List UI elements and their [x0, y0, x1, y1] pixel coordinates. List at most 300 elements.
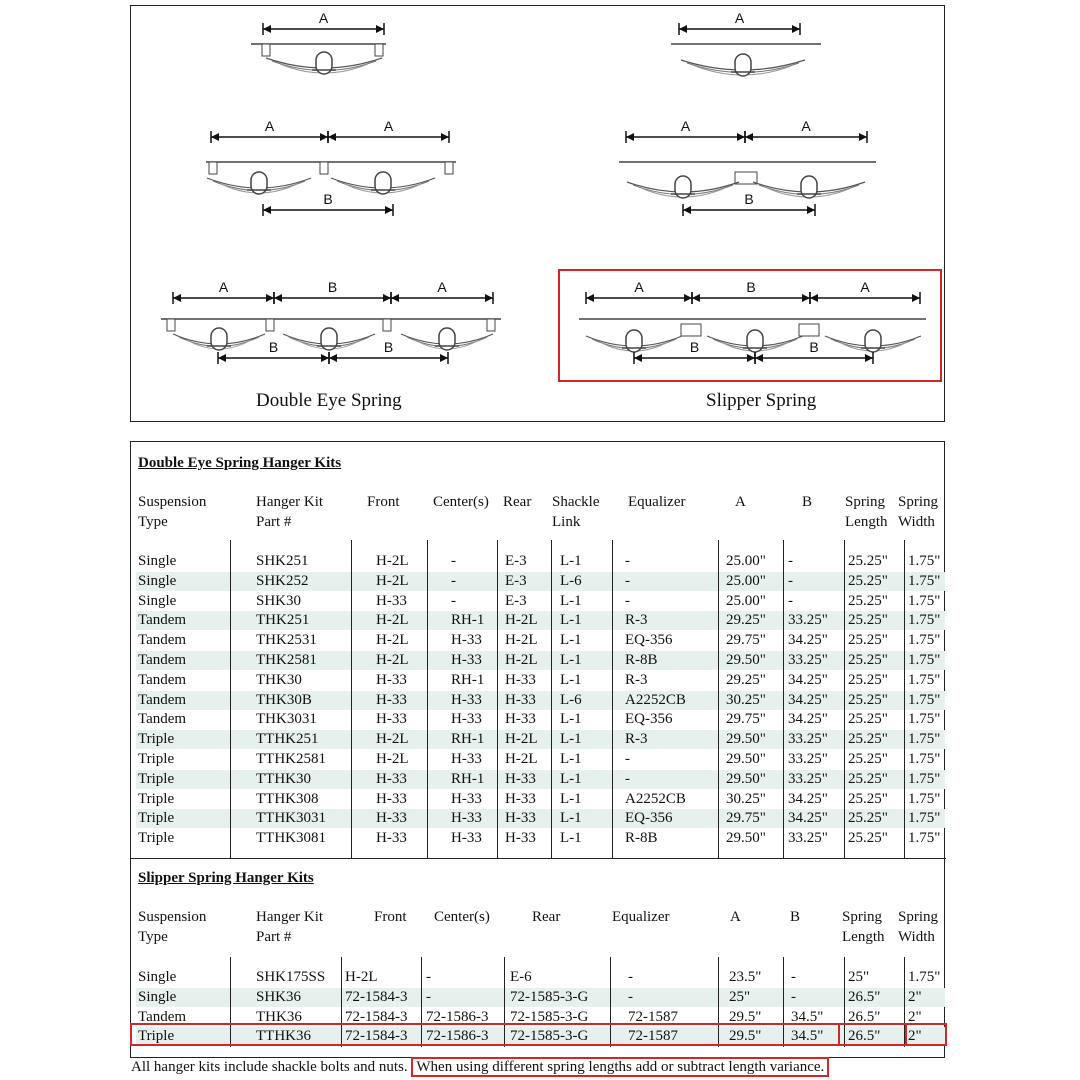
slipper-cell: 72-1587: [628, 1008, 678, 1025]
double-eye-cell: -: [451, 592, 456, 609]
slipper-cell: 1.75": [908, 969, 941, 985]
slipper-cell: 72-1585-3-G: [510, 1008, 589, 1025]
double-eye-cell: H-2L: [376, 572, 409, 589]
double-eye-cell: -: [625, 553, 630, 569]
slipper-cell: 72-1586-3: [426, 1008, 489, 1025]
slipper-cell: -: [791, 969, 796, 985]
double-eye-cell: 25.25": [848, 572, 888, 589]
double-eye-cell: H-33: [376, 592, 407, 609]
double-eye-header-8: B: [802, 494, 813, 510]
slipper-cell: 29.5": [729, 1008, 762, 1025]
double-eye-header-0: Suspension Type: [138, 494, 207, 530]
slipper-cell: SHK36: [256, 988, 302, 1005]
double-eye-cell: THK3031: [256, 711, 317, 728]
double-eye-cell: -: [625, 751, 630, 767]
slipper-cell: 72-1587: [628, 1028, 678, 1045]
slipper-header-9: Spring Width: [898, 909, 939, 945]
double-eye-cell: 1.75": [908, 711, 941, 728]
double-eye-cell: 25.25": [848, 612, 888, 629]
slipper-cell: Triple: [138, 1028, 175, 1045]
double-eye-cell: H-33: [451, 810, 482, 827]
double-eye-row: [136, 691, 945, 710]
double-eye-cell: 29.50": [726, 830, 766, 847]
de-single-a-arrow-right: [376, 25, 384, 33]
slipper-cell: THK36: [256, 1008, 302, 1025]
double-eye-cell: SHK30: [256, 592, 302, 609]
double-eye-cell: L-1: [560, 751, 582, 767]
double-eye-row: [136, 750, 945, 769]
de-tandem-rear-hanger: [445, 162, 453, 174]
sl-tandem-a1-arrow-right: [737, 133, 745, 141]
double-eye-cell: -: [625, 770, 630, 787]
double-eye-cell: 25.25": [848, 592, 888, 609]
double-eye-cell: L-1: [560, 553, 582, 569]
double-eye-cell: L-1: [560, 790, 582, 807]
de-triple-rear-hanger: [487, 319, 495, 331]
sl-triple-b3-label: B: [809, 339, 819, 355]
footer-note-text: All hanger kits include shackle bolts and nuts.: [131, 1059, 408, 1075]
double-eye-cell: 25.00": [726, 572, 766, 589]
de-triple-front-hanger: [167, 319, 175, 331]
double-eye-cell: L-6: [560, 572, 582, 589]
de-triple-b3-arrow-left: [329, 354, 337, 362]
de-triple-b3-arrow-right: [440, 354, 448, 362]
double-eye-cell: 25.00": [726, 592, 766, 609]
double-eye-cell: H-33: [451, 751, 482, 767]
double-eye-cell: -: [788, 553, 793, 569]
de-triple-a1-arrow-left: [173, 294, 181, 302]
double-eye-cell: H-33: [376, 770, 407, 787]
double-eye-cell: 1.75": [908, 553, 941, 569]
double-eye-cell: H-33: [451, 691, 482, 708]
slipper-cell: 26.5": [848, 1008, 881, 1025]
de-tandem-b-arrow-right: [385, 206, 393, 214]
double-eye-cell: L-1: [560, 612, 582, 629]
double-eye-cell: 34.25": [788, 632, 828, 649]
double-eye-cell: H-2L: [505, 632, 538, 649]
double-eye-row: [136, 572, 945, 591]
double-eye-cell: H-2L: [376, 652, 409, 668]
double-eye-cell: SHK252: [256, 572, 309, 589]
double-eye-cell: E-3: [505, 553, 527, 569]
de-single-a-label: A: [318, 10, 329, 26]
double-eye-cell: 1.75": [908, 790, 941, 807]
slipper-header-6: A: [730, 909, 741, 925]
double-eye-cell: Tandem: [138, 691, 187, 708]
double-eye-divider-8: [844, 540, 845, 858]
double-eye-cell: 1.75": [908, 830, 941, 847]
slipper-cell: SHK175SS: [256, 969, 326, 985]
de-triple-c1-hanger: [266, 319, 274, 331]
slipper-cell: 34.5": [791, 1028, 824, 1045]
slipper-cell: E-6: [510, 969, 532, 985]
double-eye-cell: RH-1: [451, 612, 485, 629]
slipper-cell: 29.5": [729, 1028, 762, 1045]
de-tandem-a2-arrow-right: [441, 133, 449, 141]
double-eye-header-1: Hanger Kit Part #: [256, 494, 324, 530]
double-eye-cell: 33.25": [788, 731, 828, 748]
double-eye-cell: 1.75": [908, 592, 941, 609]
de-triple-a1-arrow-right: [266, 294, 274, 302]
double-eye-cell: 33.25": [788, 612, 828, 629]
footer-highlighted-note: When using different spring lengths add or subtract length variance.: [411, 1057, 829, 1077]
double-eye-row: [136, 770, 945, 789]
de-tandem-a1-label: A: [264, 118, 275, 134]
sl-tandem-b-arrow-right: [807, 206, 815, 214]
double-eye-cell: 25.25": [848, 553, 888, 569]
slipper-cell: -: [426, 988, 431, 1005]
double-eye-row: [136, 809, 945, 828]
double-eye-cell: H-33: [505, 671, 536, 688]
double-eye-cell: 29.50": [726, 652, 766, 668]
double-eye-row: [136, 730, 945, 749]
double-eye-cell: L-1: [560, 652, 582, 668]
double-eye-cell: 25.25": [848, 691, 888, 708]
slipper-cell: 72-1586-3: [426, 1028, 489, 1045]
slipper-cell: 26.5": [848, 1028, 881, 1045]
double-eye-cell: H-33: [451, 790, 482, 807]
double-eye-cell: RH-1: [451, 671, 485, 688]
slipper-header-1: Hanger Kit Part #: [256, 909, 324, 945]
slipper-cell: -: [628, 988, 633, 1005]
double-eye-cell: H-33: [376, 790, 407, 807]
double-eye-row: [136, 671, 945, 690]
double-eye-cell: 25.25": [848, 830, 888, 847]
sl-single-a-label: A: [734, 10, 745, 26]
double-eye-cell: R-3: [625, 612, 648, 629]
slipper-cell: 25": [729, 988, 751, 1005]
double-eye-cell: 1.75": [908, 572, 941, 589]
double-eye-cell: RH-1: [451, 731, 485, 748]
double-eye-caption: Double Eye Spring: [256, 390, 402, 411]
double-eye-cell: Tandem: [138, 652, 187, 668]
double-eye-cell: L-6: [560, 691, 582, 708]
sl-tandem-a1-arrow-left: [626, 133, 634, 141]
slipper-header-2: Front: [374, 909, 407, 925]
double-eye-cell: H-33: [451, 652, 482, 668]
slipper-cell: 2": [908, 988, 922, 1005]
double-eye-section-title: Double Eye Spring Hanger Kits: [138, 455, 342, 471]
de-triple-a2-arrow-right: [485, 294, 493, 302]
slipper-cell: 25": [848, 969, 870, 985]
double-eye-cell: 33.25": [788, 770, 828, 787]
double-eye-cell: 29.75": [726, 810, 766, 827]
de-tandem-b-arrow-left: [263, 206, 271, 214]
double-eye-cell: 29.50": [726, 770, 766, 787]
double-eye-cell: H-33: [505, 790, 536, 807]
double-eye-cell: 34.25": [788, 691, 828, 708]
de-triple-b2-label: B: [268, 339, 279, 355]
double-eye-cell: H-33: [505, 711, 536, 728]
slipper-cell: 72-1585-3-G: [510, 988, 589, 1005]
double-eye-row: [136, 790, 945, 809]
double-eye-cell: 1.75": [908, 612, 941, 629]
double-eye-cell: 25.25": [848, 790, 888, 807]
double-eye-divider-3: [497, 540, 498, 858]
sl-single-a-arrow-right: [792, 25, 800, 33]
double-eye-cell: 25.25": [848, 632, 888, 649]
slipper-cell: -: [426, 969, 431, 985]
slipper-cell: -: [791, 988, 796, 1005]
double-eye-cell: A2252CB: [625, 691, 686, 708]
slipper-triple-highlight: [558, 269, 942, 382]
de-triple-b2-arrow-left: [218, 354, 226, 362]
sl-tandem-b-arrow-left: [683, 206, 691, 214]
slipper-cell: Tandem: [138, 1008, 187, 1025]
double-eye-cell: R-3: [625, 731, 648, 748]
double-eye-cell: 30.25": [726, 790, 766, 807]
sl-tandem-a2-label: A: [801, 118, 811, 134]
slipper-header-3: Center(s): [434, 909, 490, 925]
double-eye-cell: L-1: [560, 711, 582, 728]
double-eye-cell: H-2L: [376, 612, 409, 629]
slipper-row: [136, 988, 945, 1007]
sl-triple-b1-label: B: [746, 279, 756, 295]
double-eye-cell: RH-1: [451, 770, 485, 787]
double-eye-cell: H-33: [376, 711, 407, 728]
double-eye-cell: Single: [138, 553, 177, 569]
double-eye-cell: 29.25": [726, 671, 766, 688]
double-eye-cell: H-33: [505, 810, 536, 827]
double-eye-cell: H-2L: [505, 751, 538, 767]
de-triple-a1-label: A: [218, 279, 229, 295]
double-eye-cell: H-33: [376, 691, 407, 708]
double-eye-cell: 30.25": [726, 691, 766, 708]
triple-row-highlight: [130, 1023, 947, 1046]
de-tandem-a2-arrow-left: [328, 133, 336, 141]
slipper-cell: Single: [138, 969, 177, 985]
double-eye-header-9: Spring Length: [845, 494, 888, 530]
sl-triple-a2-label: A: [860, 279, 870, 295]
double-eye-cell: H-33: [451, 711, 482, 728]
sl-tandem-b-label: B: [744, 191, 754, 207]
double-eye-cell: TTHK30: [256, 770, 311, 787]
slipper-cell: 72-1584-3: [345, 1028, 408, 1045]
double-eye-cell: THK2531: [256, 632, 317, 649]
double-eye-cell: A2252CB: [625, 790, 686, 807]
double-eye-row: [136, 651, 945, 670]
double-eye-row: [136, 631, 945, 650]
sl-single-a-arrow-left: [679, 25, 687, 33]
double-eye-divider-7: [783, 540, 784, 858]
double-eye-cell: H-2L: [505, 731, 538, 748]
double-eye-cell: 1.75": [908, 632, 941, 649]
double-eye-cell: TTHK2581: [256, 751, 326, 767]
double-eye-row: [136, 829, 945, 848]
double-eye-header-5: Shackle Link: [552, 494, 600, 530]
double-eye-cell: THK30B: [256, 691, 312, 708]
double-eye-cell: H-2L: [376, 731, 409, 748]
double-eye-cell: EQ-356: [625, 632, 673, 649]
slipper-cell: H-2L: [345, 969, 378, 985]
double-eye-cell: 1.75": [908, 770, 941, 787]
double-eye-cell: H-33: [376, 671, 407, 688]
slipper-header-0: Suspension Type: [138, 909, 207, 945]
double-eye-cell: 29.50": [726, 731, 766, 748]
de-triple-b1-label: B: [327, 279, 338, 295]
double-eye-cell: H-2L: [505, 652, 538, 668]
double-eye-cell: -: [451, 553, 456, 569]
double-eye-cell: L-1: [560, 671, 582, 688]
double-eye-cell: EQ-356: [625, 810, 673, 827]
de-tandem-b-label: B: [323, 191, 333, 207]
slipper-cell: 34.5": [791, 1008, 824, 1025]
double-eye-cell: E-3: [505, 592, 527, 609]
slipper-header-7: B: [790, 909, 801, 925]
double-eye-header-10: Spring Width: [898, 494, 939, 530]
section-divider: [131, 858, 946, 859]
slipper-cell: -: [628, 969, 633, 985]
de-tandem-front-hanger: [209, 162, 217, 174]
double-eye-cell: 25.25": [848, 731, 888, 748]
double-eye-cell: EQ-356: [625, 711, 673, 728]
de-triple-b2-arrow-right: [321, 354, 329, 362]
double-eye-cell: L-1: [560, 731, 582, 748]
double-eye-cell: 25.25": [848, 810, 888, 827]
double-eye-cell: H-33: [505, 830, 536, 847]
double-eye-cell: -: [788, 592, 793, 609]
double-eye-cell: R-3: [625, 671, 648, 688]
double-eye-header-6: Equalizer: [628, 494, 686, 510]
double-eye-cell: 29.50": [726, 751, 766, 767]
double-eye-cell: L-1: [560, 810, 582, 827]
slipper-cell: 2": [908, 1028, 922, 1045]
double-eye-cell: 29.25": [726, 612, 766, 629]
double-eye-cell: SHK251: [256, 553, 309, 569]
double-eye-cell: -: [625, 592, 630, 609]
double-eye-cell: TTHK308: [256, 790, 319, 807]
double-eye-cell: TTHK3081: [256, 830, 326, 847]
hanger-kits-table: [130, 441, 945, 1058]
double-eye-row: [136, 611, 945, 630]
double-eye-cell: 25.25": [848, 751, 888, 767]
double-eye-cell: Tandem: [138, 632, 187, 649]
double-eye-cell: 33.25": [788, 652, 828, 668]
de-triple-a2-arrow-left: [391, 294, 399, 302]
double-eye-cell: Single: [138, 592, 177, 609]
double-eye-cell: Triple: [138, 810, 175, 827]
double-eye-cell: 25.25": [848, 671, 888, 688]
double-eye-cell: 1.75": [908, 652, 941, 668]
slipper-cell: 72-1584-3: [345, 1008, 408, 1025]
double-eye-cell: -: [788, 572, 793, 589]
double-eye-divider-6: [718, 540, 719, 858]
double-eye-cell: TTHK3031: [256, 810, 326, 827]
double-eye-divider-1: [351, 540, 352, 858]
double-eye-cell: Triple: [138, 830, 175, 847]
double-eye-divider-0: [230, 540, 231, 858]
slipper-row: [136, 968, 945, 987]
double-eye-cell: H-33: [505, 770, 536, 787]
double-eye-cell: H-33: [505, 691, 536, 708]
double-eye-header-3: Center(s): [433, 494, 489, 510]
double-eye-cell: 34.25": [788, 711, 828, 728]
double-eye-cell: 1.75": [908, 691, 941, 708]
double-eye-cell: R-8B: [625, 830, 658, 847]
double-eye-cell: 33.25": [788, 751, 828, 767]
double-eye-row: [136, 710, 945, 729]
sl-triple-a1-label: A: [634, 279, 644, 295]
double-eye-cell: 34.25": [788, 790, 828, 807]
double-eye-cell: L-1: [560, 632, 582, 649]
double-eye-header-4: Rear: [503, 494, 532, 510]
spring-diagram-panel: [130, 5, 945, 422]
de-tandem-a1-arrow-left: [211, 133, 219, 141]
sl-triple-b2-label: B: [689, 339, 700, 355]
double-eye-cell: R-8B: [625, 652, 658, 668]
double-eye-cell: H-2L: [505, 612, 538, 629]
double-eye-cell: 1.75": [908, 671, 941, 688]
double-eye-divider-5: [612, 540, 613, 858]
de-single-front-hanger: [262, 44, 270, 56]
double-eye-header-2: Front: [367, 494, 400, 510]
double-eye-cell: H-33: [451, 830, 482, 847]
double-eye-cell: Tandem: [138, 612, 187, 629]
double-eye-cell: H-2L: [376, 553, 409, 569]
de-tandem-center-hanger: [320, 162, 328, 174]
de-single-a-arrow-left: [263, 25, 271, 33]
double-eye-cell: H-2L: [376, 751, 409, 767]
double-eye-cell: L-1: [560, 770, 582, 787]
spring-length-cell-highlight: [838, 1023, 907, 1046]
double-eye-cell: E-3: [505, 572, 527, 589]
de-triple-c2-hanger: [383, 319, 391, 331]
double-eye-cell: -: [451, 572, 456, 589]
double-eye-cell: 34.25": [788, 671, 828, 688]
sl-tandem-a2-arrow-left: [745, 133, 753, 141]
double-eye-cell: L-1: [560, 592, 582, 609]
double-eye-cell: TTHK251: [256, 731, 319, 748]
double-eye-row: [136, 552, 945, 571]
double-eye-cell: Single: [138, 572, 177, 589]
slipper-cell: 72-1584-3: [345, 988, 408, 1005]
double-eye-cell: 25.00": [726, 553, 766, 569]
double-eye-cell: 29.75": [726, 632, 766, 649]
double-eye-header-7: A: [735, 494, 746, 510]
slipper-cell: 2": [908, 1008, 922, 1025]
double-eye-cell: 1.75": [908, 810, 941, 827]
slipper-section-title: Slipper Spring Hanger Kits: [138, 870, 314, 886]
de-single-rear-hanger: [375, 44, 383, 56]
double-eye-cell: 34.25": [788, 810, 828, 827]
double-eye-cell: 33.25": [788, 830, 828, 847]
double-eye-cell: Triple: [138, 770, 175, 787]
double-eye-cell: 29.75": [726, 711, 766, 728]
slipper-cell: 26.5": [848, 988, 881, 1005]
sl-tandem-a1-label: A: [680, 118, 691, 134]
de-tandem-a2-label: A: [383, 118, 394, 134]
double-eye-row: [136, 592, 945, 611]
double-eye-cell: H-33: [376, 810, 407, 827]
double-eye-cell: Triple: [138, 731, 175, 748]
double-eye-cell: H-33: [451, 632, 482, 649]
slipper-header-4: Rear: [532, 909, 561, 925]
double-eye-cell: H-2L: [376, 632, 409, 649]
slipper-cell: 23.5": [729, 969, 762, 985]
slipper-cell: 72-1585-3-G: [510, 1028, 589, 1045]
double-eye-divider-9: [904, 540, 905, 858]
double-eye-cell: 1.75": [908, 751, 941, 767]
de-tandem-a1-arrow-right: [320, 133, 328, 141]
double-eye-cell: Triple: [138, 751, 175, 767]
double-eye-divider-2: [427, 540, 428, 858]
double-eye-cell: THK30: [256, 671, 302, 688]
double-eye-cell: 25.25": [848, 711, 888, 728]
double-eye-divider-4: [551, 540, 552, 858]
double-eye-cell: H-33: [376, 830, 407, 847]
double-eye-cell: THK2581: [256, 652, 317, 668]
double-eye-cell: 25.25": [848, 770, 888, 787]
